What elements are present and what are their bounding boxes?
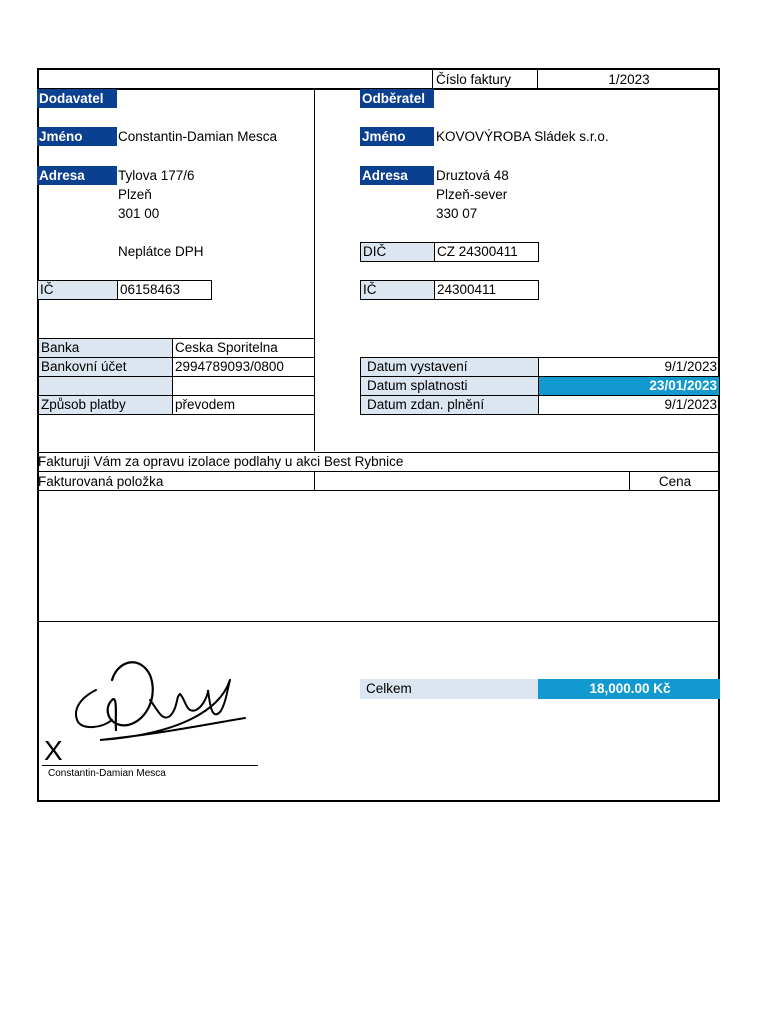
header-divider-v1	[432, 68, 433, 88]
empty-value-cell	[172, 376, 315, 396]
signature-name: Constantin-Damian Mesca	[48, 768, 166, 779]
supplier-address-label: Adresa	[37, 166, 117, 185]
supplier-ic: 06158463	[117, 280, 212, 300]
customer-address-line3: 330 07	[436, 206, 478, 221]
signature-x-mark: X	[44, 735, 63, 766]
signature-graphic	[40, 650, 270, 770]
invoice-number-label: Číslo faktury	[436, 72, 512, 87]
total-value: 18,000.00 Kč	[538, 679, 720, 699]
account-label: Bankovní účet	[38, 357, 173, 377]
total-label: Celkem	[360, 679, 539, 699]
bank-label: Banka	[38, 338, 173, 358]
empty-label-cell	[38, 376, 173, 396]
payment-label: Způsob platby	[38, 395, 173, 415]
issue-date: 9/1/2023	[538, 357, 720, 377]
bank-value: Ceska Sporitelna	[172, 338, 315, 358]
issue-date-label: Datum vystavení	[360, 357, 539, 377]
supplier-address-line1: Tylova 177/6	[118, 168, 195, 183]
taxable-date-label: Datum zdan. plnění	[360, 395, 539, 415]
invoice-description: Fakturuji Vám za opravu izolace podlahy u akci Best Rybnice	[38, 454, 404, 469]
customer-name-label: Jméno	[360, 127, 434, 146]
customer-name: KOVOVÝROBA Sládek s.r.o.	[436, 129, 609, 144]
supplier-name-label: Jméno	[37, 127, 117, 146]
customer-address-line1: Druztová 48	[436, 168, 509, 183]
items-header-item: Fakturovaná položka	[38, 474, 164, 489]
items-header-bottom-line	[37, 490, 720, 491]
supplier-ic-label: IČ	[37, 280, 118, 300]
customer-dic-label: DIČ	[360, 242, 435, 262]
due-date: 23/01/2023	[538, 376, 720, 396]
items-header-divider-1	[314, 471, 315, 490]
items-header-price: Cena	[658, 474, 692, 489]
supplier-address-line3: 301 00	[118, 206, 160, 221]
customer-address-label: Adresa	[360, 166, 434, 185]
bank-left-edge	[38, 318, 39, 338]
payment-value: převodem	[172, 395, 315, 415]
customer-address-line2: Plzeň-sever	[436, 187, 508, 202]
items-header-top-line	[37, 471, 720, 472]
supplier-label: Dodavatel	[37, 89, 117, 108]
account-value: 2994789093/0800	[172, 357, 315, 377]
customer-dic: CZ 24300411	[434, 242, 539, 262]
items-bottom-line	[37, 621, 720, 622]
supplier-vat-note: Neplátce DPH	[118, 244, 204, 259]
supplier-name: Constantin-Damian Mesca	[118, 129, 278, 144]
invoice-number-value: 1/2023	[608, 72, 650, 87]
due-date-label: Datum splatnosti	[360, 376, 539, 396]
signature-line	[42, 765, 258, 766]
customer-ic-label: IČ	[360, 280, 435, 300]
customer-label: Odběratel	[360, 89, 434, 108]
customer-ic: 24300411	[434, 280, 539, 300]
taxable-date: 9/1/2023	[538, 395, 720, 415]
supplier-address-line2: Plzeň	[118, 187, 152, 202]
